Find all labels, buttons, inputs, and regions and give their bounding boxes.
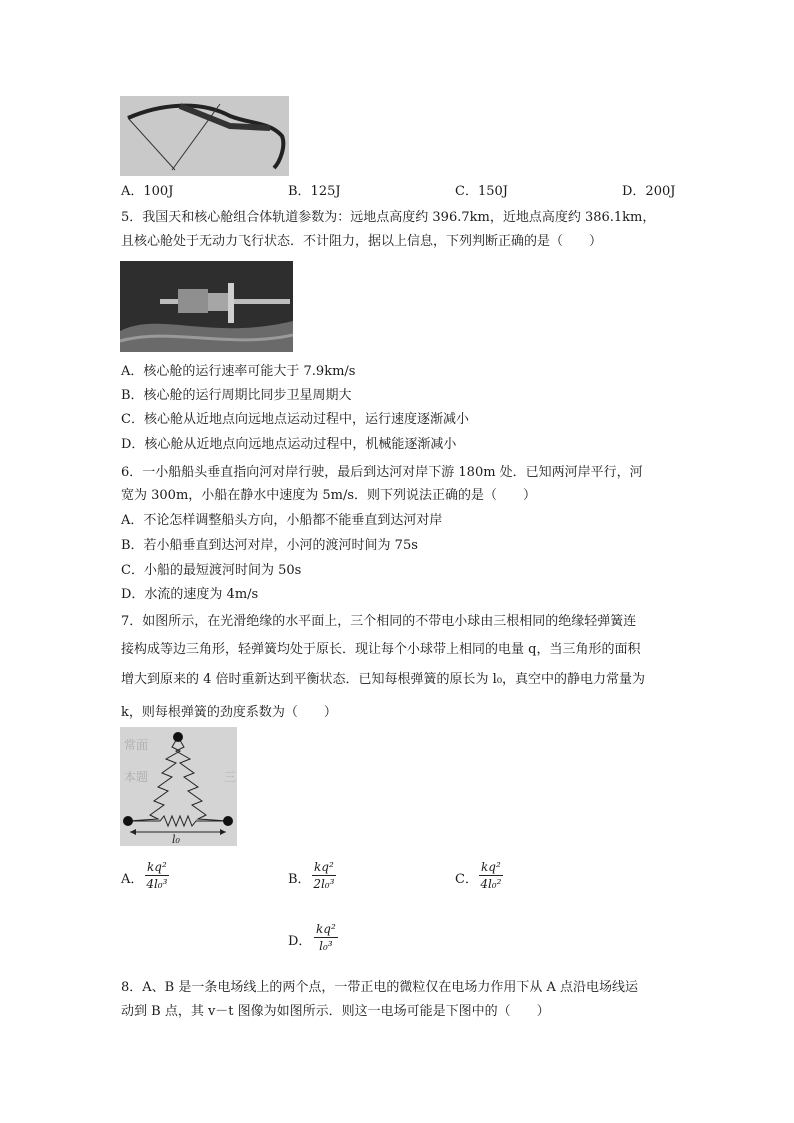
q6-option-a[interactable]: A．不论怎样调整船头方向，小船都不能垂直到达河对岸 [121,513,443,528]
q8-stem-line1: 8．A、B 是一条电场线上的两个点，一带正电的微粒仅在电场力作用下从 A 点沿电场线运 [121,980,638,995]
q7-option-a-den: 4l₀³ [146,877,168,891]
spring-triangle-figure [120,727,237,846]
q5-stem-line2: 且核心舱处于无动力飞行状态．不计阻力，据以上信息，下列判断正确的是（ ） [121,234,603,249]
q7-option-d-den: l₀³ [319,939,333,953]
q4-option-a[interactable]: A．100J [121,184,174,199]
q7-option-c-num: kq² [481,860,501,874]
q5-option-a[interactable]: A．核心舱的运行速率可能大于 7.9km/s [121,364,356,379]
bg-text-1: 常面 [124,738,149,752]
q6-option-d[interactable]: D．水流的速度为 4m/s [121,587,259,602]
q7-stem-line4: k，则每根弹簧的劲度系数为（ ） [121,705,337,720]
bow-figure [120,96,289,176]
q7-option-d-fraction[interactable] [314,922,338,953]
bg-text-3: 三 [224,770,237,784]
bow-icon [120,96,289,176]
q7-stem-line2: 接构成等边三角形，轻弹簧均处于原长．现让每个小球带上相同的电量 q，当三角形的面积 [121,642,641,657]
q7-stem-line3: 增大到原来的 4 倍时重新达到平衡状态．已知每根弹簧的原长为 l₀，真空中的静电力常量为 [121,672,646,687]
q6-stem-line1: 6．一小船船头垂直指向河对岸行驶，最后到达河对岸下游 180m 处．已知两河岸平行，河 [121,465,643,480]
q7-option-c-label[interactable]: C． [455,872,478,887]
q7-option-b-num: kq² [314,860,334,874]
spring-triangle-diagram [120,727,237,846]
length-label: l₀ [172,833,180,846]
q7-option-a-num: kq² [147,860,167,874]
q7-option-c-fraction[interactable] [479,860,503,891]
q8-stem-line2: 动到 B 点，其 v－t 图像为如图所示．则这一电场可能是下图中的（ ） [121,1004,550,1019]
space-station-photo [120,261,293,352]
q6-stem-line2: 宽为 300m，小船在静水中速度为 5m/s．则下列说法正确的是（ ） [121,488,537,503]
q7-option-b-fraction[interactable] [312,860,336,891]
q7-option-d-label[interactable]: D． [288,934,312,949]
q7-option-d-num: kq² [316,922,336,936]
q7-option-b-den: 2l₀³ [313,877,335,891]
q6-option-c[interactable]: C．小船的最短渡河时间为 50s [121,563,302,578]
q7-option-c-den: 4l₀² [480,877,502,891]
q7-option-b-label[interactable]: B． [288,872,311,887]
bg-text-2: 本题 [124,770,149,784]
q5-option-d[interactable]: D．核心舱从近地点向远地点运动过程中，机械能逐渐减小 [121,437,457,452]
q7-stem-line1: 7．如图所示，在光滑绝缘的水平面上，三个相同的不带电小球由三根相同的绝缘轻弹簧连 [121,614,637,629]
q5-option-b[interactable]: B．核心舱的运行周期比同步卫星周期大 [121,388,352,403]
q5-stem-line1: 5．我国天和核心舱组合体轨道参数为：远地点高度约 396.7km，近地点高度约 386.1km， [121,210,656,225]
q7-option-a-label[interactable]: A． [121,872,144,887]
q6-option-b[interactable]: B．若小船垂直到达河对岸，小河的渡河时间为 75s [121,538,418,553]
q4-option-b[interactable]: B．125J [288,184,341,199]
q4-option-c[interactable]: C．150J [455,184,508,199]
q4-option-d[interactable]: D．200J [622,184,676,199]
q7-option-a-fraction[interactable] [145,860,169,891]
q5-option-c[interactable]: C．核心舱从近地点向远地点运动过程中，运行速度逐渐减小 [121,412,469,427]
space-station-icon [120,261,293,352]
